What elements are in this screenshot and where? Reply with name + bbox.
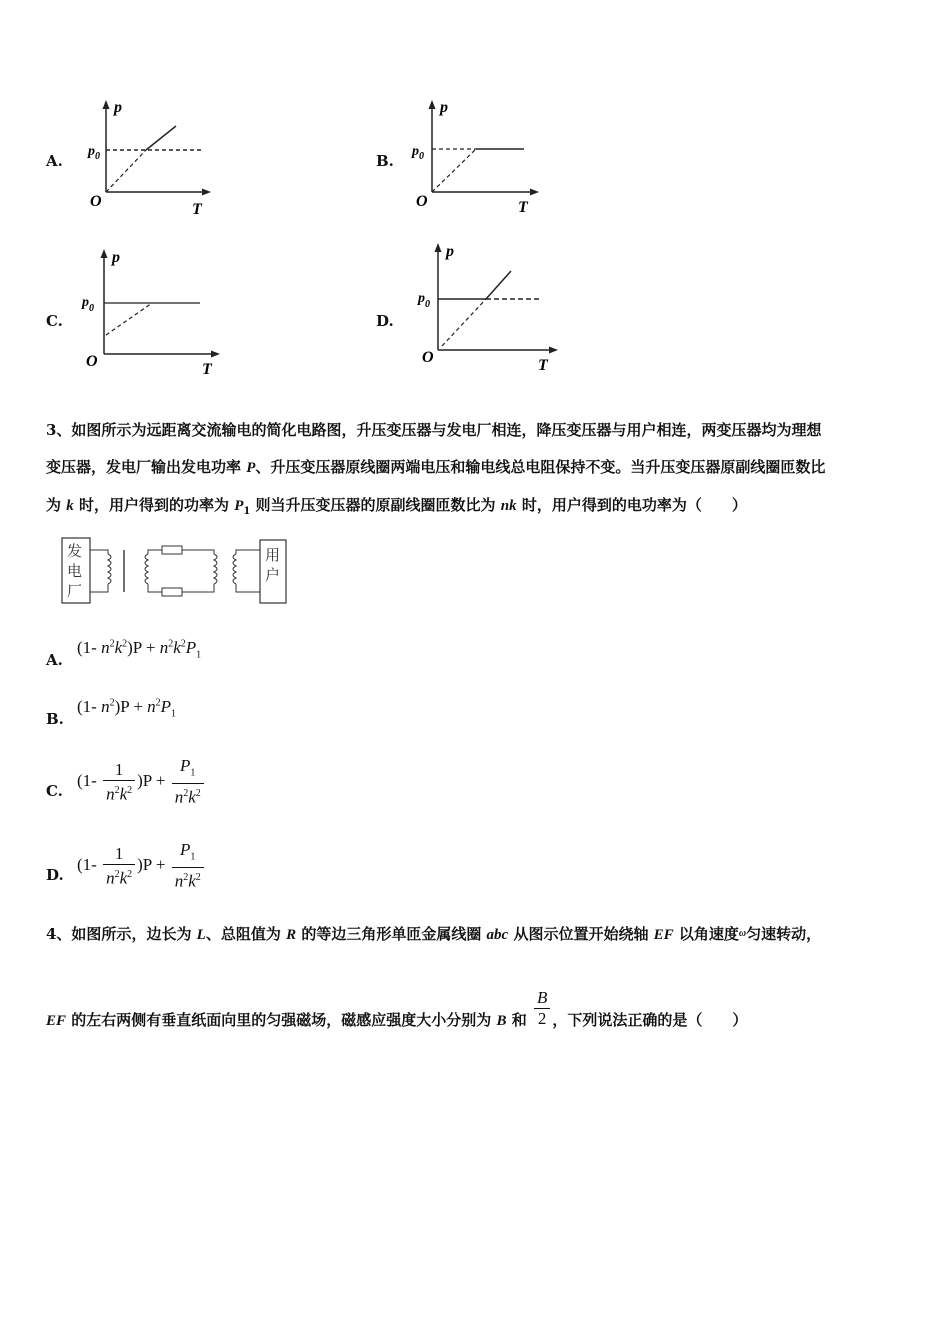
q4-line-2: EF 的左右两侧有垂直纸面向里的匀强磁场，磁感应强度大小分别为 B 和 $\frac{B}{2}$ ，下列说法正确的是（ ） [46, 987, 748, 1029]
plant-char-2: 电 [67, 562, 83, 580]
q3-line-1: 3、如图所示为远距离交流输电的简化电路图，升压变压器与发电厂相连，降压变压器与用户相连，两变压器均为理想 [46, 421, 822, 439]
y-axis-label: p [114, 99, 122, 116]
q3-option-c-formula: (1- $\frac{1}{n^2k^2}$ )P + $\frac{P_1}{n^2k^2}$ [77, 756, 206, 808]
origin-label: O [90, 193, 102, 210]
q3-option-c-letter: C. [46, 782, 63, 800]
x-axis-label: T [518, 199, 528, 216]
origin-label: O [86, 353, 98, 370]
option-d-letter: D. [376, 312, 394, 330]
q3-line-2: 变压器，发电厂输出发电功率 P、升压变压器原线圈两端电压和输电线总电阻保持不变。当升压变压器原副线圈匝数比 [46, 458, 826, 476]
plant-char-3: 厂 [67, 582, 83, 600]
omega-symbol: ω [738, 928, 747, 939]
question-3-text [46, 412, 911, 530]
graph-option-a [84, 98, 224, 218]
q4-line-1: 4、如图所示，边长为 L、总阻值为 R 的等边三角形单匝金属线圈 abc 从图示位置开始绕轴 EF 以角速度$^\omega$匀速转动， [46, 925, 822, 943]
p0-label: p [412, 144, 419, 159]
option-a-letter: A. [46, 152, 63, 170]
x-axis-label: T [202, 361, 212, 378]
y-axis-label: p [446, 243, 454, 260]
plant-char-1: 发 [67, 542, 83, 560]
option-c-letter: C. [46, 312, 63, 330]
graph-option-d [416, 238, 566, 373]
graph-option-b [412, 98, 552, 218]
svg-text:p0 [417, 291, 430, 310]
x-axis-label: T [538, 357, 548, 374]
p0-label: p [82, 295, 89, 310]
user-char-2: 户 [265, 566, 281, 584]
p0-subscript: 0 [89, 303, 94, 314]
y-axis-label: p [440, 99, 448, 116]
p0-subscript: 0 [95, 151, 100, 162]
q3-option-b-formula: (1- $n^2)P + n^2P_1$ [77, 697, 177, 720]
p0-label: p [418, 291, 425, 306]
q3-option-b-letter: B. [46, 710, 64, 728]
q3-option-d-formula: (1- $\frac{1}{n^2k^2}$ )P + $\frac{P_1}{n^2k^2}$ [77, 840, 206, 892]
origin-label: O [422, 349, 434, 366]
p0-subscript: 0 [419, 151, 424, 162]
q3-line-3: 为 k 时，用户得到的功率为 $P_1$ 则当升压变压器的原副线圈匝数比为 nk 时，用户得到的电功率为（ ） [46, 496, 747, 517]
y-axis-label: p [112, 249, 120, 266]
p0-label: p [88, 144, 95, 159]
svg-text:p0 [87, 144, 100, 162]
q3-option-a-formula: (1- $n^2k^2)P + n^2k^2P_1$ [77, 638, 202, 661]
origin-label: O [416, 193, 428, 210]
option-b-letter: B. [376, 152, 394, 170]
graph-option-c [80, 244, 230, 379]
transmission-circuit-diagram [58, 536, 294, 608]
p0-subscript: 0 [425, 299, 430, 310]
q3-option-a-letter: A. [46, 651, 63, 669]
svg-text:p0 [81, 295, 94, 314]
svg-text:p0 [411, 144, 424, 162]
user-char-1: 用 [265, 546, 281, 564]
b-half-fraction: $\frac{B}{2}$ [534, 988, 550, 1029]
x-axis-label: T [192, 201, 202, 218]
q3-option-d-letter: D. [46, 866, 64, 884]
